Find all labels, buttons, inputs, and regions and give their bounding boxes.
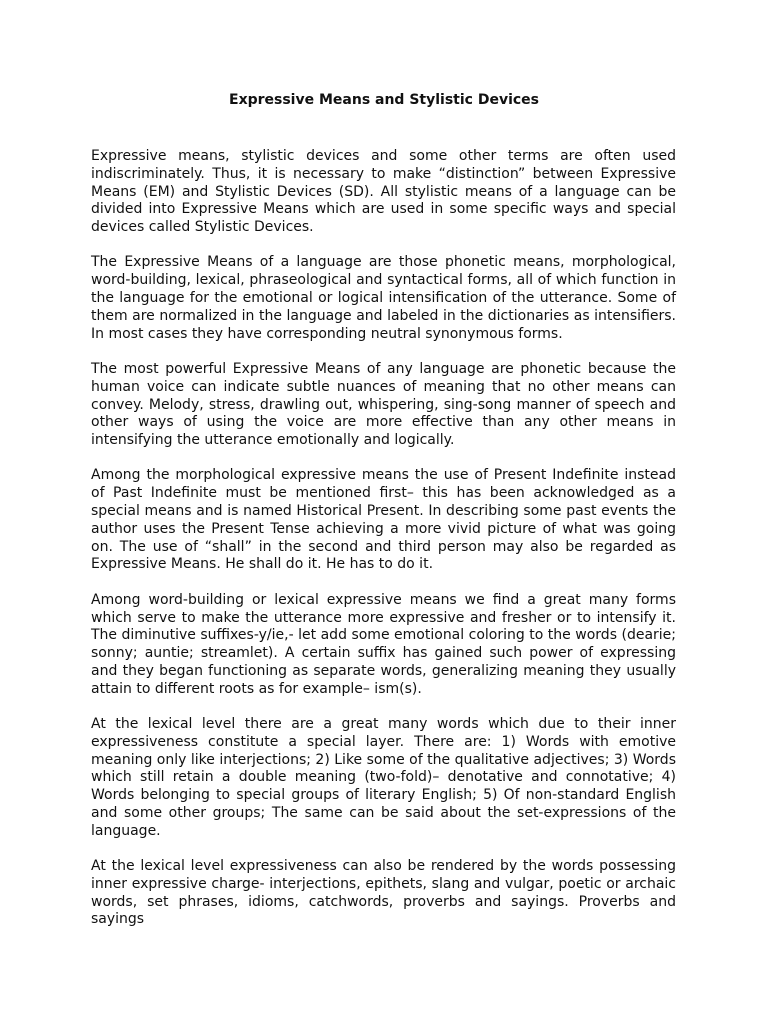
paragraph: Expressive means, stylistic devices and some other terms are often used indiscriminately. Thus, it is necessary to make “distinction” between Expressive Means (EM) and Stylistic Devices (SD). All stylistic means of a language can be divided into Expressive Means which are used in some specific ways and special devices called Stylistic Devices.	[91, 148, 676, 236]
paragraph: At the lexical level expressiveness can also be rendered by the words possessing inner expressive charge- interjections, epithets, slang and vulgar, poetic or archaic words, set phrases, idioms, catchwords, proverbs and sayings. Proverbs and sayings	[91, 858, 676, 928]
paragraph: At the lexical level there are a great many words which due to their inner expressiveness constitute a special layer. There are: 1) Words with emotive meaning only like interjections; 2) Like some of the qualitative adjectives; 3) Words which still retain a double meaning (two-fold)– denotative and connotative; 4) Words belonging to special groups of literary English; 5) Of non-standard English and some other groups; The same can be said about the set-expressions of the language.	[91, 716, 676, 839]
paragraph: The Expressive Means of a language are those phonetic means, morphological, word-building, lexical, phraseological and syntactical forms, all of which function in the language for the emotional or logical intensification of the utterance. Some of them are normalized in the language and labeled in the dictionaries as intensifiers. In most cases they have corresponding neutral synonymous forms.	[91, 254, 676, 342]
document-title: Expressive Means and Stylistic Devices	[229, 92, 539, 108]
paragraph: Among word-building or lexical expressive means we find a great many forms which serve to make the utterance more expressive and fresher or to intensify it. The diminutive suffixes-y/ie,- let add some emotional coloring to the words (dearie; sonny; auntie; streamlet). A certain suffix has gained such power of expressing and they began functioning as separate words, generalizing meaning they usually attain to different roots as for example– ism(s).	[91, 591, 676, 697]
document-body	[91, 148, 676, 947]
paragraph: The most powerful Expressive Means of any language are phonetic because the human voice can indicate subtle nuances of meaning that no other means can convey. Melody, stress, drawling out, whispering, sing-song manner of speech and other ways of using the voice are more effective than any other means in intensifying the utterance emotionally and logically.	[91, 360, 676, 449]
paragraph: Among the morphological expressive means the use of Present Indefinite instead of Past Indefinite must be mentioned first– this has been acknowledged as a special means and is named Historical Present. In describing some past events the author uses the Present Tense achieving a more vivid picture of what was going on. The use of “shall” in the second and third person may also be regarded as Expressive Means. He shall do it. He has to do it.	[91, 467, 676, 573]
